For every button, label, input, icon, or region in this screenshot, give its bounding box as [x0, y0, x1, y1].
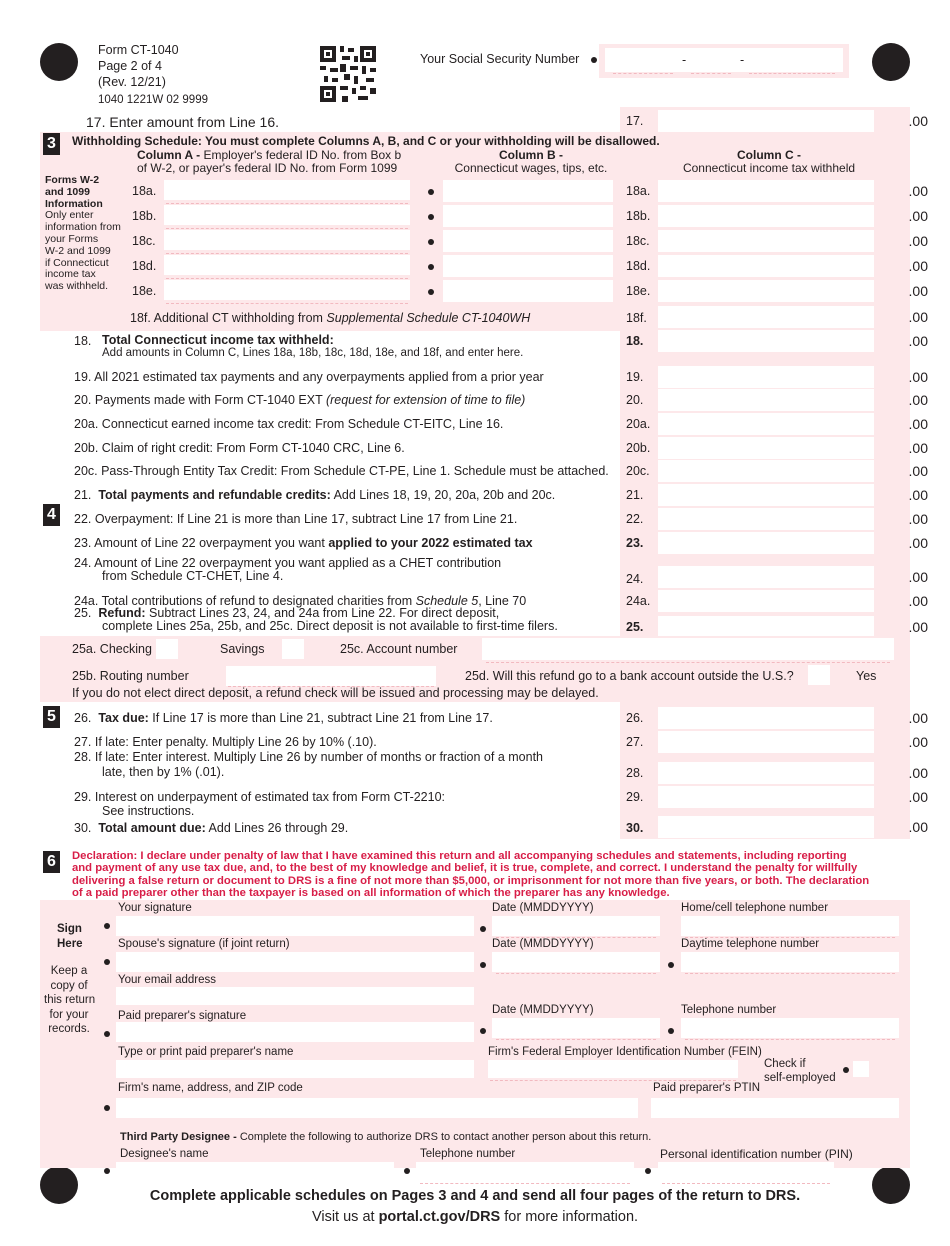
line-24-label: 24. Amount of Line 22 overpayment you want applied as a CHET contribution from Schedule CT-CHET, Line 4. — [74, 556, 502, 583]
row-18a-column-b-input[interactable] — [443, 180, 613, 202]
account-number-input[interactable] — [482, 638, 894, 660]
routing-number-input[interactable] — [226, 666, 436, 686]
line-24-input[interactable] — [658, 566, 874, 588]
row-18d-column-b-input[interactable] — [443, 255, 613, 277]
daytime-telephone-input[interactable] — [681, 952, 899, 972]
your-signature-input[interactable] — [116, 916, 474, 936]
column-a-header: Column A - Employer's federal ID No. from Box b of W-2, or payer's federal ID No. from Form 1099 — [137, 148, 402, 175]
section-5-number: 5 — [43, 706, 60, 728]
preparer-date-input[interactable] — [492, 1018, 660, 1038]
line-20a-input[interactable] — [658, 413, 874, 435]
line-29-label: 29. Interest on underpayment of estimated tax from Form CT-2210: See instructions. — [74, 790, 446, 818]
registration-mark — [40, 43, 78, 81]
line-20b-label: 20b. Claim of right credit: From Form CT-1040 CRC, Line 6. — [74, 441, 405, 455]
row-18a-column-c-input[interactable] — [658, 180, 874, 202]
row-18a-column-a-input[interactable] — [164, 180, 410, 200]
registration-mark — [872, 43, 910, 81]
line-22-label: 22. Overpayment: If Line 21 is more than Line 17, subtract Line 17 from Line 21. — [74, 512, 518, 526]
self-employed-checkbox[interactable] — [853, 1061, 869, 1077]
line-18-input[interactable] — [658, 330, 874, 352]
self-employed-label: Check if self-employed — [764, 1058, 836, 1084]
line-30-input[interactable] — [658, 816, 874, 838]
checking-checkbox[interactable] — [156, 639, 178, 659]
section-3-title: Withholding Schedule: You must complete Columns A, B, and C or your withholding will be disallowed. — [72, 134, 660, 148]
firm-name-address-input[interactable] — [116, 1098, 638, 1118]
row-18e-column-a-input[interactable] — [164, 280, 410, 300]
savings-checkbox[interactable] — [282, 639, 304, 659]
row-18b-column-c-input[interactable] — [658, 205, 874, 227]
ssn-input[interactable] — [605, 48, 843, 72]
ssn-label: Your Social Security Number — [420, 52, 580, 66]
spouse-signature-date-input[interactable] — [492, 952, 660, 972]
form-code: 1040 1221W 02 9999 — [98, 94, 208, 106]
line-17-label: 17. Enter amount from Line 16. — [86, 114, 279, 130]
line-21-label: 21. Total payments and refundable credits: Add Lines 18, 19, 20, 20a, 20b and 20c. — [74, 488, 556, 502]
qr-code-icon — [320, 46, 376, 102]
ptin-input[interactable] — [651, 1098, 899, 1118]
line-18-label: Total Connecticut income tax withheld: Add amounts in Column C, Lines 18a, 18b, 18c, 18d, 18e, and 18f, and enter here. — [102, 333, 524, 359]
line-25-input[interactable] — [658, 616, 874, 638]
line-20c-label: 20c. Pass-Through Entity Tax Credit: From Schedule CT-PE, Line 1. Schedule must be attached. — [74, 464, 609, 478]
row-18d-column-a-input[interactable] — [164, 255, 410, 275]
outside-us-yes-checkbox[interactable] — [808, 665, 830, 685]
footer-instructions: Complete applicable schedules on Pages 3 and 4 and send all four pages of the return to DRS. — [149, 1188, 801, 1204]
line-24a-input[interactable] — [658, 590, 874, 612]
line-29-input[interactable] — [658, 786, 874, 808]
preparer-telephone-input[interactable] — [681, 1018, 899, 1038]
preparer-signature-input[interactable] — [116, 1022, 474, 1042]
line-20-input[interactable] — [658, 389, 874, 411]
row-18d-column-c-input[interactable] — [658, 255, 874, 277]
line-30-label: 30. Total amount due: Add Lines 26 through 29. — [74, 821, 349, 835]
third-party-designee-label: Third Party Designee - Complete the following to authorize DRS to contact another person about this return. — [120, 1131, 652, 1143]
form-id: Form CT-1040 — [98, 43, 179, 57]
fein-input[interactable] — [488, 1060, 738, 1078]
line-19-input[interactable] — [658, 366, 874, 388]
line-24a-label: 24a. Total contributions of refund to designated charities from Schedule 5, Line 70 — [74, 594, 527, 608]
ssn-box: - - — [599, 44, 849, 78]
line-23-label: 23. Amount of Line 22 overpayment you want applied to your 2022 estimated tax — [74, 536, 533, 550]
section-4-number: 4 — [43, 504, 60, 526]
line-27-label: 27. If late: Enter penalty. Multiply Line 26 by 10% (.10). — [74, 735, 377, 749]
line-22-input[interactable] — [658, 508, 874, 530]
line-23-input[interactable] — [658, 532, 874, 554]
section-6-number: 6 — [43, 851, 60, 873]
line-20c-input[interactable] — [658, 460, 874, 482]
row-18c-column-b-input[interactable] — [443, 230, 613, 252]
line-20b-input[interactable] — [658, 437, 874, 459]
line-28-input[interactable] — [658, 762, 874, 784]
designee-name-input[interactable] — [116, 1162, 394, 1182]
line-19-label: 19. All 2021 estimated tax payments and any overpayments applied from a prior year — [74, 370, 544, 384]
sign-here-label: Sign Here — [57, 923, 83, 950]
line-25-label: 25. Refund: Subtract Lines 23, 24, and 24a from Line 22. For direct deposit, complete Lines 25a, 25b, and 25c. Direct deposit is not available to first-time filers. — [74, 606, 558, 633]
line-20-label: 20. Payments made with Form CT-1040 EXT (request for extension of time to file) — [74, 393, 526, 407]
direct-deposit-note: If you do not elect direct deposit, a refund check will be issued and processing may be delayed. — [72, 686, 599, 700]
website-link[interactable]: portal.ct.gov/DRS — [378, 1209, 501, 1225]
column-c-header: Column C - Connecticut income tax withheld — [682, 148, 856, 175]
page-number: Page 2 of 4 — [98, 59, 162, 73]
your-signature-date-input[interactable] — [492, 916, 660, 936]
line-21-input[interactable] — [658, 484, 874, 506]
forms-w2-sidebar: Forms W-2 and 1099 Information Only enter information from your Forms W-2 and 1099 if Connecticut income tax was withheld. — [45, 174, 121, 293]
row-18c-column-c-input[interactable] — [658, 230, 874, 252]
line-18f-input[interactable] — [658, 306, 874, 328]
column-b-header: Column B - Connecticut wages, tips, etc. — [454, 148, 608, 175]
designee-telephone-input[interactable] — [416, 1162, 634, 1182]
spouse-signature-input[interactable] — [116, 952, 474, 972]
line-18f-label: 18f. Additional CT withholding from Supplemental Schedule CT-1040WH — [130, 311, 531, 325]
home-telephone-input[interactable] — [681, 916, 899, 936]
email-input[interactable] — [116, 987, 474, 1005]
line-28-label: 28. If late: Enter interest. Multiply Line 26 by number of months or fraction of a month late, then by 1% (.01). — [74, 750, 543, 779]
line-26-label: 26. Tax due: If Line 17 is more than Line 21, subtract Line 21 from Line 17. — [74, 711, 493, 725]
line-26-input[interactable] — [658, 707, 874, 729]
form-revision: (Rev. 12/21) — [98, 75, 166, 89]
row-18e-column-b-input[interactable] — [443, 280, 613, 302]
footer-website: Visit us at portal.ct.gov/DRS for more information. — [311, 1209, 639, 1225]
preparer-name-input[interactable] — [116, 1060, 474, 1078]
keep-copy-note: Keep a copy of this return for your records. — [44, 965, 96, 1035]
line-17-input[interactable] — [658, 110, 874, 132]
designee-pin-input[interactable] — [658, 1162, 834, 1182]
row-18b-column-b-input[interactable] — [443, 205, 613, 227]
declaration-text: Declaration: I declare under penalty of law that I have examined this return and all accompanying schedules and statements, including reporting and payment of any use tax due, and, to the best of my knowledge and belief, it is true, complete, and correct. I understand the penalty for willfully delivering a false return or document to DRS is a fine of not more than $5,000, or imprisonment for not more than five years, or both. The declaration of a paid preparer other than the taxpayer is based on all information of which the preparer has any knowledge. — [72, 850, 870, 900]
row-18b-column-a-input[interactable] — [164, 205, 410, 225]
section-3-number: 3 — [43, 133, 60, 155]
line-27-input[interactable] — [658, 731, 874, 753]
line-20a-label: 20a. Connecticut earned income tax credit: From Schedule CT-EITC, Line 16. — [74, 417, 504, 431]
form-header — [98, 42, 208, 108]
row-18e-column-c-input[interactable] — [658, 280, 874, 302]
bullet-icon — [591, 57, 597, 63]
row-18c-column-a-input[interactable] — [164, 230, 410, 250]
